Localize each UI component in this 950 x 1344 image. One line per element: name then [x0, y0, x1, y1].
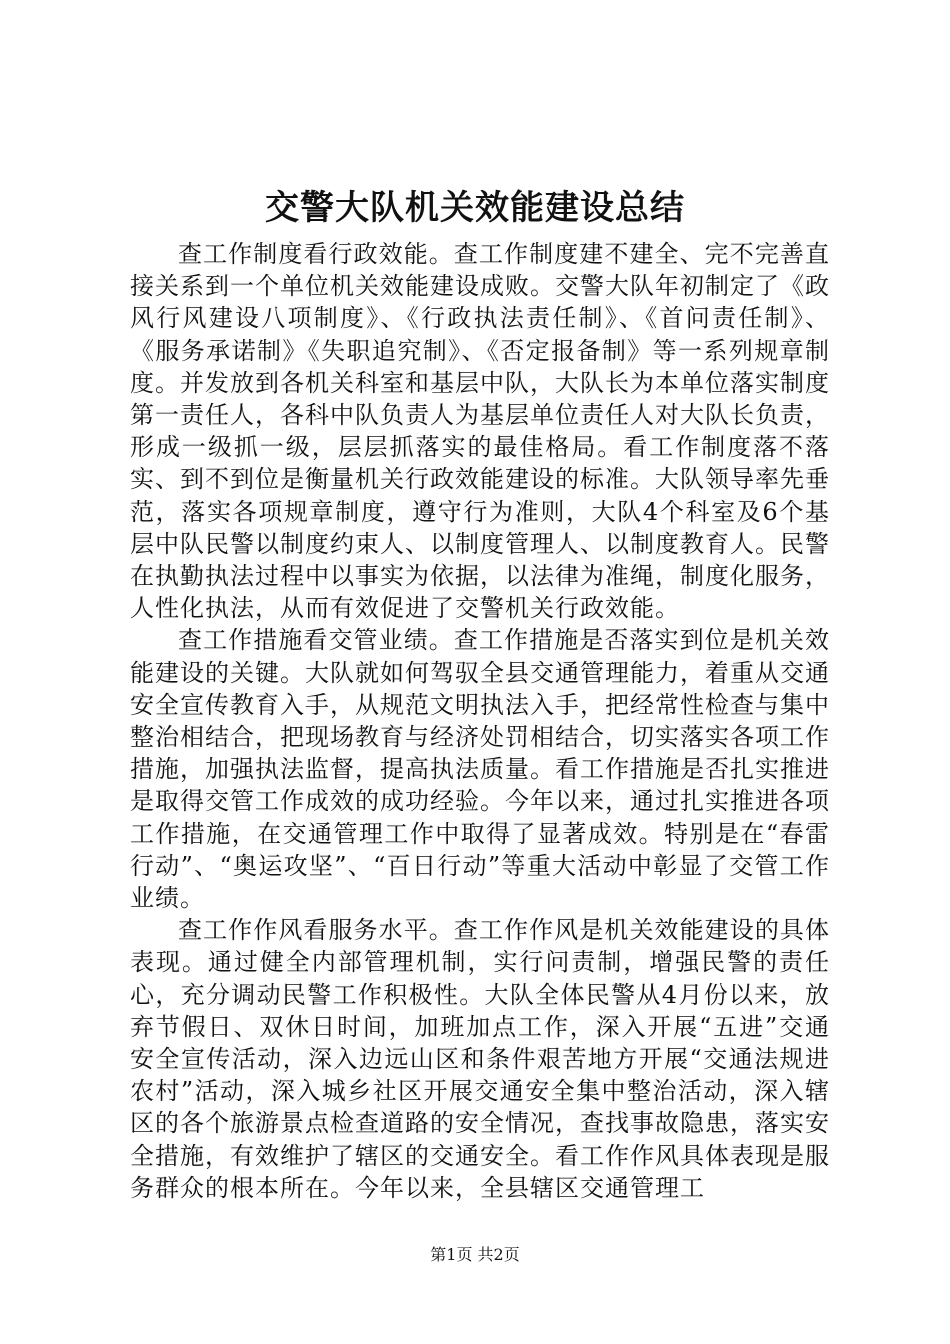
document-body [130, 238, 830, 1204]
paragraph-work-system: 查工作制度看行政效能。查工作制度建不建全、完不完善直接关系到一个单位机关效能建设成败。交警大队年初制定了《政风行风建设八项制度》、《行政执法责任制》、《首问责任制》、《服务承诺制》《失职追究制》、《否定报备制》等一系列规章制度。并发放到各机关科室和基层中队，大队长为本单位落实制度第一责任人，各科中队负责人为基层单位责任人对大队长负责，形成一级抓一级，层层抓落实的最佳格局。看工作制度落不落实、到不到位是衡量机关行政效能建设的标准。大队领导率先垂范，落实各项规章制度，遵守行为准则，大队4个科室及6个基层中队民警以制度约束人、以制度管理人、以制度教育人。民警在执勤执法过程中以事实为依据，以法律为准绳，制度化服务，人性化执法，从而有效促进了交警机关行政效能。 [130, 240, 830, 623]
page-footer: 第1页 共2页 [430, 1245, 520, 1264]
paragraph-work-style: 查工作作风看服务水平。查工作作风是机关效能建设的具体表现。通过健全内部管理机制，实行问责制，增强民警的责任心，充分调动民警工作积极性。大队全体民警从4月份以来，放弃节假日、双休日时间，加班加点工作，深入开展“五进”交通安全宣传活动，深入边远山区和条件艰苦地方开展“交通法规进农村”活动，深入城乡社区开展交通安全集中整治活动，深入辖区的各个旅游景点检查道路的安全情况，查找事故隐患，落实安全措施，有效维护了辖区的交通安全。看工作作风具体表现是服务群众的根本所在。今年以来，全县辖区交通管理工 [130, 916, 830, 1202]
paragraph-work-measures: 查工作措施看交管业绩。查工作措施是否落实到位是机关效能建设的关键。大队就如何驾驭全县交通管理能力，着重从交通安全宣传教育入手，从规范文明执法入手，把经常性检查与集中整治相结合，把现场教育与经济处罚相结合，切实落实各项工作措施，加强执法监督，提高执法质量。看工作措施是否扎实推进是取得交管工作成效的成功经验。今年以来，通过扎实推进各项工作措施，在交通管理工作中取得了显著成效。特别是在“春雷行动”、“奥运攻坚”、“百日行动”等重大活动中彰显了交管工作业绩。 [130, 626, 830, 913]
document-title: 交警大队机关效能建设总结 [265, 188, 685, 228]
